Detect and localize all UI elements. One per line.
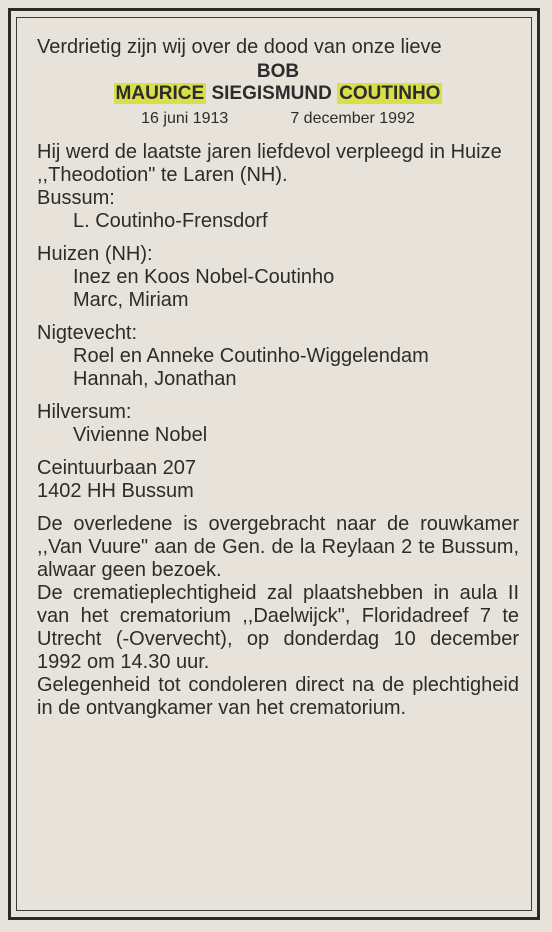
address-line: Ceintuurbaan 207 (37, 457, 197, 479)
address-line: 1402 HH Bussum (37, 480, 194, 502)
name-siegismund: SIEGISMUND (211, 83, 332, 104)
highlight-coutinho: COUTINHO (339, 83, 441, 104)
family-place: Nigtevecht: (37, 322, 138, 344)
highlight-maurice: MAURICE (115, 83, 205, 104)
family-member: L. Coutinho-Frensdorf (73, 210, 268, 232)
life-dates (37, 109, 519, 129)
crematie-text: De crematieplechtigheid zal plaatshebben in aula II van het crematorium ,,Daelwijck", Floridadreef 7 te Utrecht (-Overvecht), op donderdag 10 december 1992 om 14.30 uur. (37, 582, 519, 673)
family-member: Marc, Miriam (73, 289, 189, 311)
family-member: Hannah, Jonathan (73, 368, 237, 390)
family-place: Hilversum: (37, 401, 132, 423)
family-place: Huizen (NH): (37, 243, 153, 265)
birth-date: 16 juni 1913 (141, 110, 229, 127)
family-nigtevecht (37, 322, 519, 391)
death-date: 7 december 1992 (290, 110, 415, 127)
family-huizen (37, 243, 519, 312)
rouwkamer-text: De overledene is overgebracht naar de rouwkamer ,,Van Vuure" aan de Gen. de la Reylaan 2 te Bussum, alwaar geen bezoek. (37, 513, 519, 581)
care-text: Hij werd de laatste jaren liefdevol verpleegd in Huize ,,Theodotion" te Laren (NH). (37, 141, 502, 186)
family-member: Vivienne Nobel (73, 424, 208, 446)
family-member: Roel en Anneke Coutinho-Wiggelendam (73, 345, 429, 367)
intro-text: Verdrietig zijn wij over de dood van onze lieve (37, 36, 442, 58)
deceased-first-name: BOB (256, 61, 300, 82)
condoleren-text: Gelegenheid tot condoleren direct na de plechtigheid in de ontvangkamer van het crematorium. (37, 674, 519, 719)
family-member: Inez en Koos Nobel-Coutinho (73, 266, 335, 288)
death-notice (37, 36, 519, 720)
family-place: Bussum: (37, 187, 115, 209)
family-hilversum (37, 401, 519, 447)
correspondence-address (37, 457, 519, 503)
deceased-full-name (37, 83, 519, 105)
family-bussum (37, 187, 519, 233)
